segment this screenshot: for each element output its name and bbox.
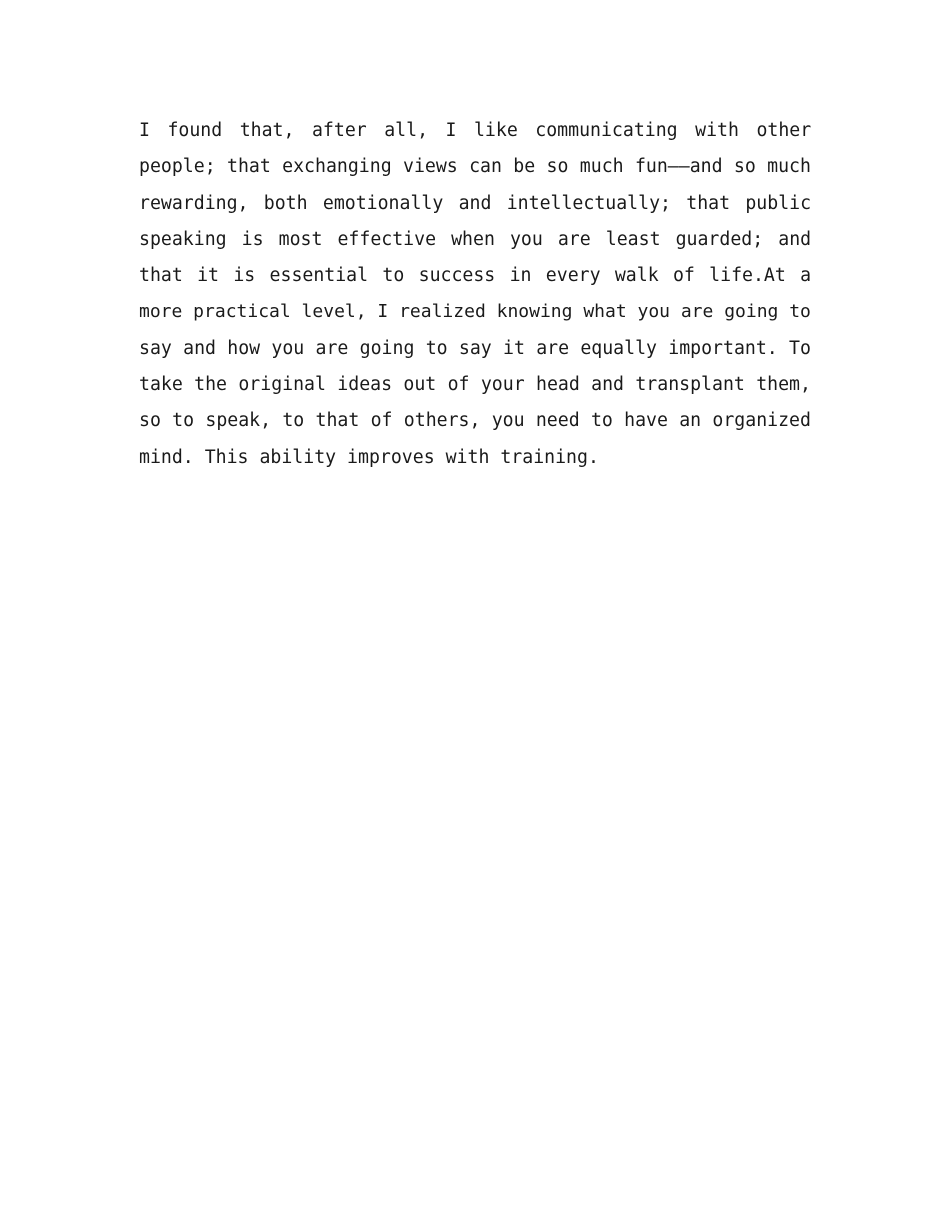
body-paragraph [139,113,811,476]
paragraph-line: rewarding, both emotionally and intellectually; that public [139,192,812,214]
paragraph-line: more practical level, I realized knowing what you are going to [139,301,811,323]
paragraph-line: people; that exchanging views can be so much fun——and so much [139,156,811,178]
paragraph-line: I found that, after all, I like communicating with other [139,120,812,141]
paragraph-line: take the original ideas out of your head and transplant them, [139,374,811,396]
paragraph-line: mind. This ability improves with training. [139,446,599,468]
paragraph-line: that it is essential to success in every walk of life.At a [139,265,812,287]
paragraph-line: speaking is most effective when you are least guarded; and [139,228,812,250]
paragraph-line: so to speak, to that of others, you need to have an organized [139,410,811,432]
paragraph-line: say and how you are going to say it are equally important. To [139,337,811,359]
